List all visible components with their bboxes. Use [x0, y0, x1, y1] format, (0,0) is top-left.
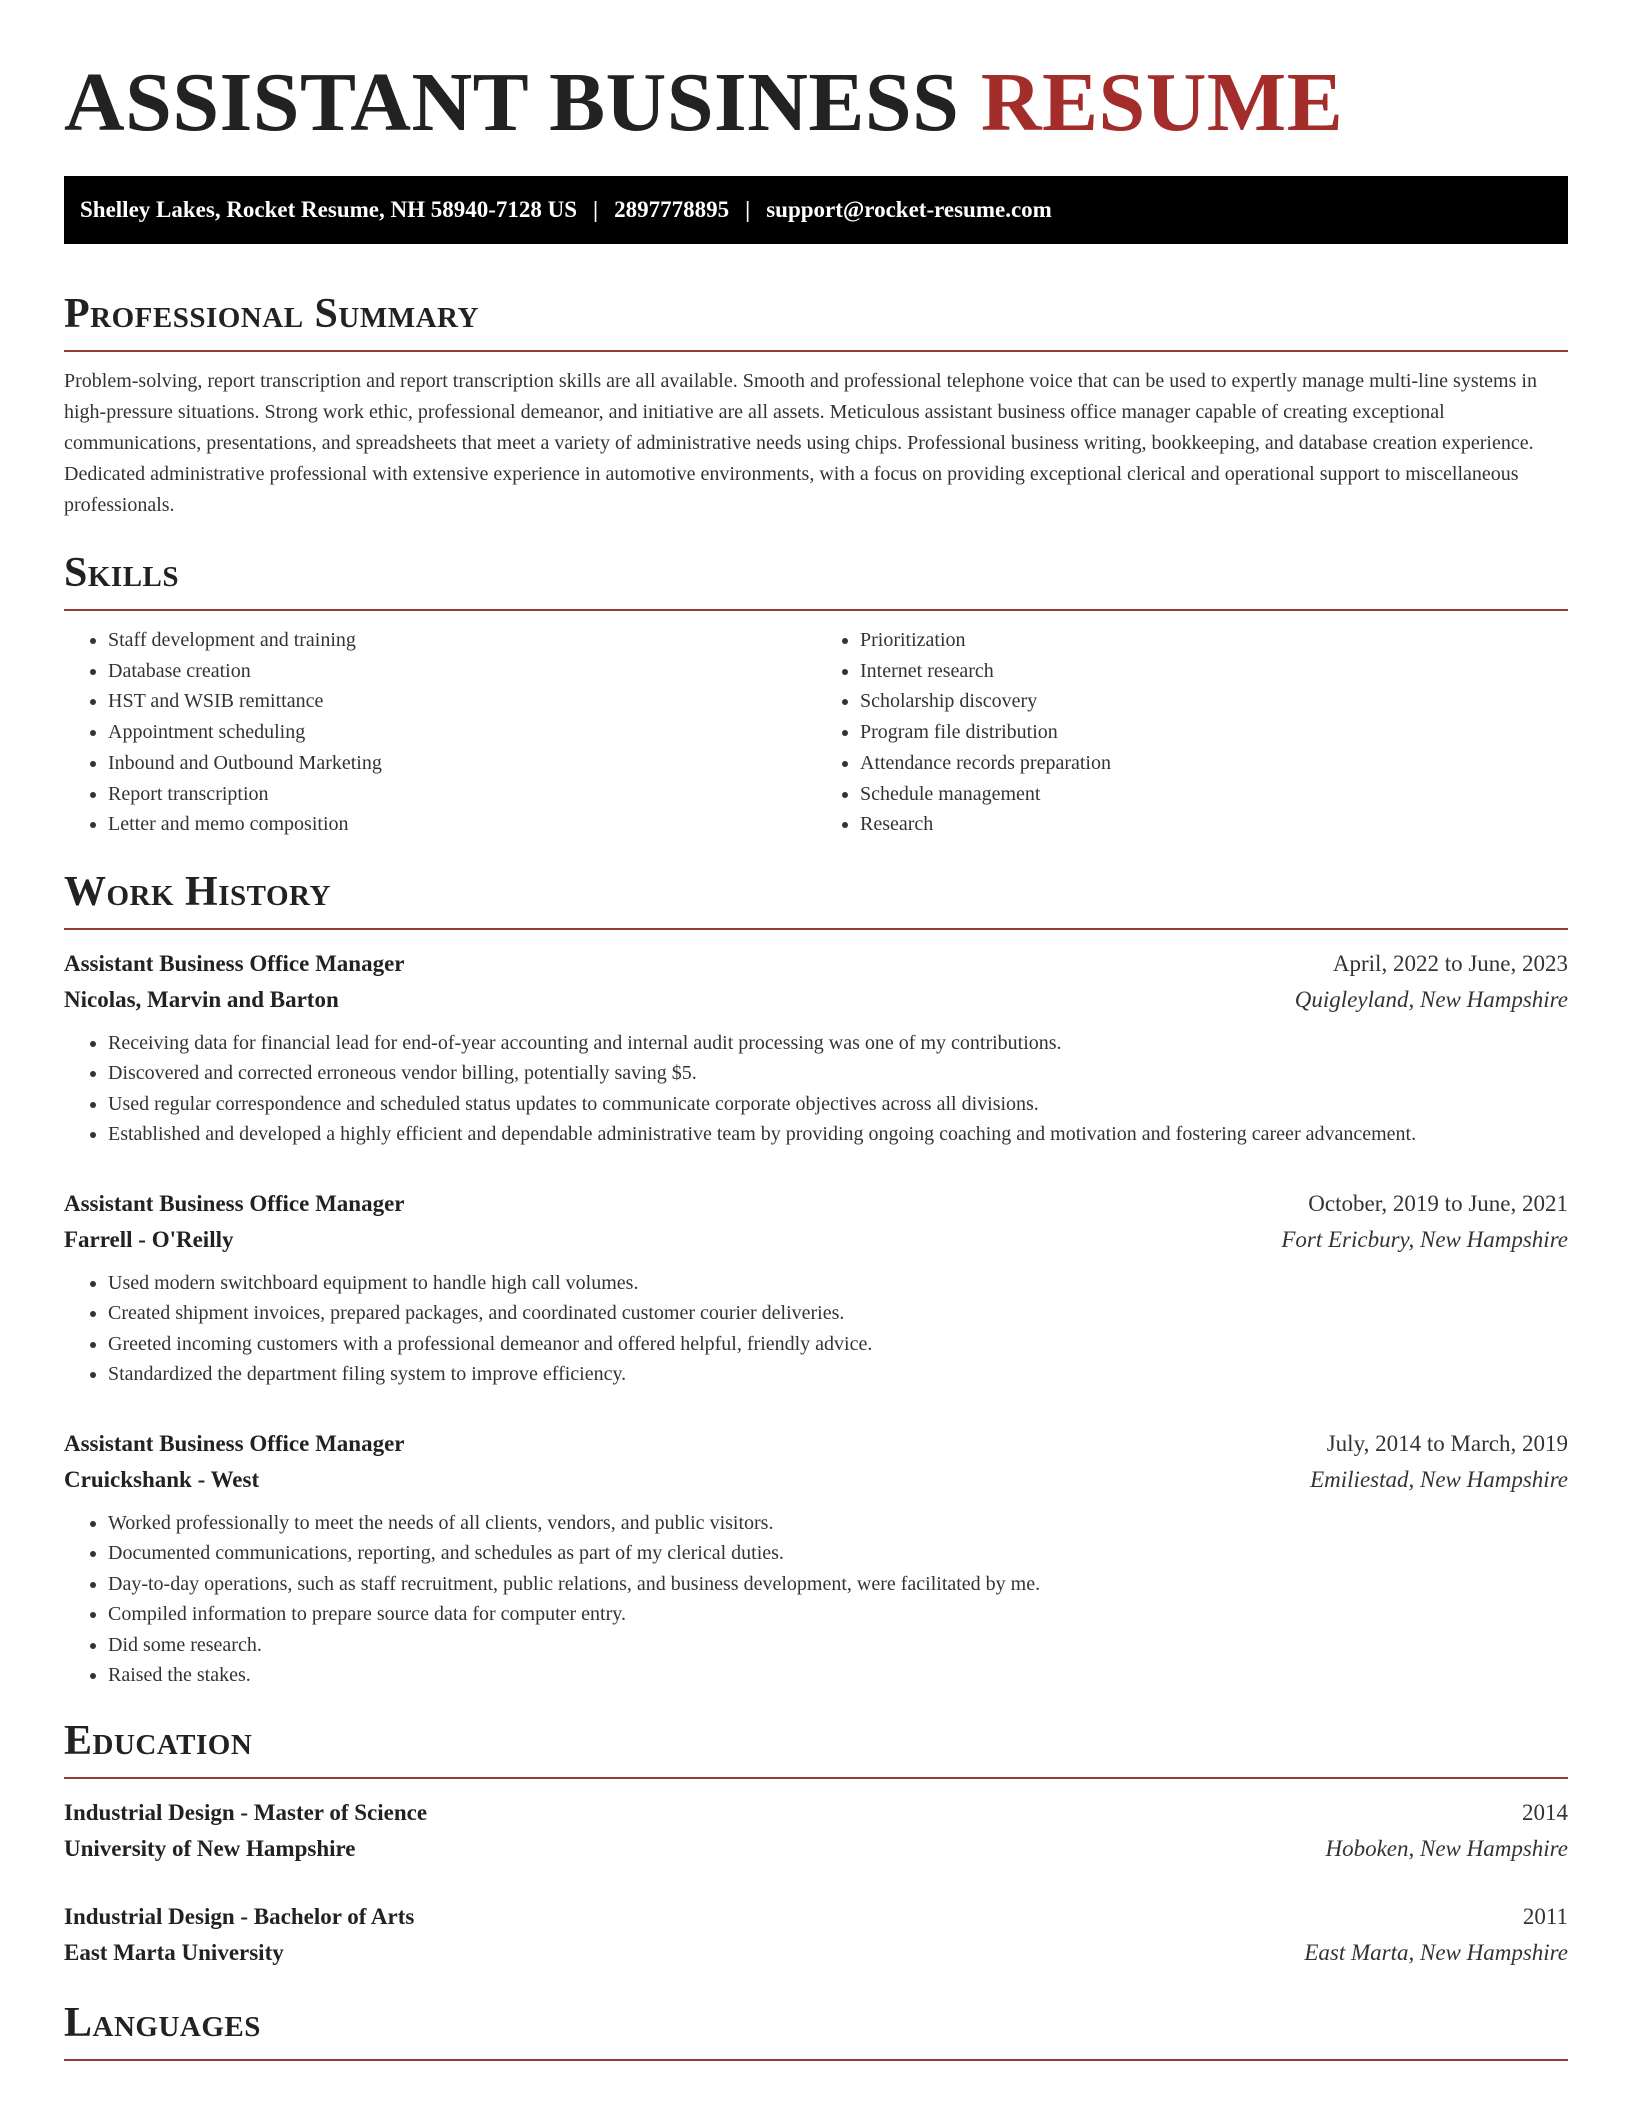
job-bullet: • Worked professionally to meet the needs of all clients, vendors, and public visitors. — [108, 1508, 1568, 1539]
job-header — [64, 1426, 1568, 1462]
job-header — [64, 946, 1568, 982]
contact-separator: | — [745, 197, 751, 222]
job-bullet: • Discovered and corrected erroneous vendor billing, potentially saving $5. — [108, 1058, 1568, 1089]
job-bullet: • Raised the stakes. — [108, 1660, 1568, 1691]
summary-section — [64, 288, 1568, 521]
contact-email: support@rocket-resume.com — [766, 197, 1052, 222]
job-company: Farrell - O'Reilly — [64, 1226, 234, 1252]
job-bullet: • Compiled information to prepare source data for computer entry. — [108, 1599, 1568, 1630]
job-bullet: • Used modern switchboard equipment to handle high call volumes. — [108, 1268, 1568, 1299]
job-header — [64, 1186, 1568, 1222]
job-location: Quigleyland, New Hampshire — [1294, 986, 1568, 1012]
contact-address: Shelley Lakes, Rocket Resume, NH 58940-7128 US — [80, 197, 578, 222]
job-subheader — [64, 1222, 1568, 1258]
skill-item: • Staff development and training — [108, 625, 816, 656]
section-heading-skills: Skills — [64, 550, 180, 596]
job-bullets — [64, 1268, 1568, 1390]
job-bullets — [64, 1028, 1568, 1150]
section-heading-education: Education — [64, 1717, 253, 1764]
job-subheader — [64, 1462, 1568, 1498]
education-section — [64, 1715, 1568, 1971]
resume-page — [64, 0, 1568, 2061]
section-divider — [64, 928, 1568, 930]
section-heading-languages: Languages — [64, 1999, 261, 2046]
skills-section — [64, 547, 1568, 840]
education-school: University of New Hampshire — [64, 1835, 356, 1861]
section-divider — [64, 2059, 1568, 2061]
skill-item: • Scholarship discovery — [860, 686, 1568, 717]
skill-item: • Program file distribution — [860, 717, 1568, 748]
skills-column-right — [816, 625, 1568, 840]
skills-list — [64, 625, 1568, 840]
contact-phone: 2897778895 — [614, 197, 730, 222]
section-divider — [64, 609, 1568, 611]
skill-item: • Attendance records preparation — [860, 748, 1568, 779]
education-location: East Marta, New Hampshire — [1304, 1939, 1568, 1965]
job-location: Emiliestad, New Hampshire — [1310, 1466, 1568, 1492]
job-bullet: • Used regular correspondence and scheduled status updates to communicate corporate objectives across all divisions. — [108, 1089, 1568, 1120]
job-bullet: • Established and developed a highly efficient and dependable administrative team by providing ongoing coaching and motivation and fostering career advancement. — [108, 1119, 1568, 1150]
job-entry — [64, 1186, 1568, 1390]
education-location: Hoboken, New Hampshire — [1325, 1835, 1568, 1861]
education-year: 2014 — [1522, 1799, 1568, 1825]
job-company: Nicolas, Marvin and Barton — [64, 986, 339, 1012]
skill-item: • Research — [860, 809, 1568, 840]
title-accent: RESUME — [980, 56, 1344, 149]
job-title: Assistant Business Office Manager — [64, 950, 405, 976]
job-bullets — [64, 1508, 1568, 1691]
job-entry — [64, 1426, 1568, 1691]
section-divider — [64, 1777, 1568, 1779]
job-subheader — [64, 982, 1568, 1018]
skill-item: • Database creation — [108, 656, 816, 687]
section-divider — [64, 350, 1568, 352]
job-bullet: • Standardized the department filing system to improve efficiency. — [108, 1359, 1568, 1390]
education-degree: Industrial Design - Master of Science — [64, 1799, 428, 1825]
section-heading-summary: Professional Summary — [64, 291, 479, 337]
education-header — [64, 1899, 1568, 1935]
skill-item: • Report transcription — [108, 779, 816, 810]
job-location: Fort Ericbury, New Hampshire — [1281, 1226, 1568, 1252]
job-dates: October, 2019 to June, 2021 — [1308, 1190, 1568, 1216]
title-main: ASSISTANT BUSINESS — [64, 56, 960, 149]
job-dates: July, 2014 to March, 2019 — [1326, 1430, 1568, 1456]
job-dates: April, 2022 to June, 2023 — [1332, 950, 1568, 976]
skill-item: • Internet research — [860, 656, 1568, 687]
resume-title — [64, 0, 1568, 148]
job-bullet: • Receiving data for financial lead for end-of-year accounting and internal audit processing was one of my contributions. — [108, 1028, 1568, 1059]
work-history-section — [64, 866, 1568, 1691]
job-bullet: • Did some research. — [108, 1630, 1568, 1661]
skills-column-left — [64, 625, 816, 840]
skill-item: • Inbound and Outbound Marketing — [108, 748, 816, 779]
skill-item: • HST and WSIB remittance — [108, 686, 816, 717]
education-degree: Industrial Design - Bachelor of Arts — [64, 1903, 415, 1929]
contact-separator: | — [593, 197, 599, 222]
skill-item: • Schedule management — [860, 779, 1568, 810]
skill-item: • Letter and memo composition — [108, 809, 816, 840]
education-entry — [64, 1899, 1568, 1971]
contact-bar — [64, 176, 1568, 244]
job-bullet: • Day-to-day operations, such as staff recruitment, public relations, and business development, were facilitated by me. — [108, 1569, 1568, 1600]
section-heading-work-history: Work History — [64, 868, 331, 915]
skill-item: • Appointment scheduling — [108, 717, 816, 748]
education-school: East Marta University — [64, 1939, 284, 1965]
job-bullet: • Documented communications, reporting, and schedules as part of my clerical duties. — [108, 1538, 1568, 1569]
education-subheader — [64, 1935, 1568, 1971]
summary-text: Problem-solving, report transcription and report transcription skills are all available. Smooth and professional telephone voice that can be used to expertly manage multi-line systems in high-pressure situations. Strong work ethic, professional demeanor, and initiative are all assets. Meticulous assistant business office manager capable of creating exceptional communications, presentations, and spreadsheets that meet a variety of administrative needs using chips. Professional business writing, bookkeeping, and database creation experience. Dedicated administrative professional with extensive experience in automotive environments, with a focus on providing exceptional clerical and operational support to miscellaneous professionals. — [64, 370, 1537, 516]
job-company: Cruickshank - West — [64, 1466, 260, 1492]
job-bullet: • Created shipment invoices, prepared packages, and coordinated customer courier deliveries. — [108, 1298, 1568, 1329]
job-bullet: • Greeted incoming customers with a professional demeanor and offered helpful, friendly advice. — [108, 1329, 1568, 1360]
languages-section — [64, 1997, 1568, 2061]
job-title: Assistant Business Office Manager — [64, 1430, 405, 1456]
education-header — [64, 1795, 1568, 1831]
job-entry — [64, 946, 1568, 1150]
job-title: Assistant Business Office Manager — [64, 1190, 405, 1216]
skill-item: • Prioritization — [860, 625, 1568, 656]
education-year: 2011 — [1522, 1903, 1568, 1929]
education-entry — [64, 1795, 1568, 1867]
education-subheader — [64, 1831, 1568, 1867]
